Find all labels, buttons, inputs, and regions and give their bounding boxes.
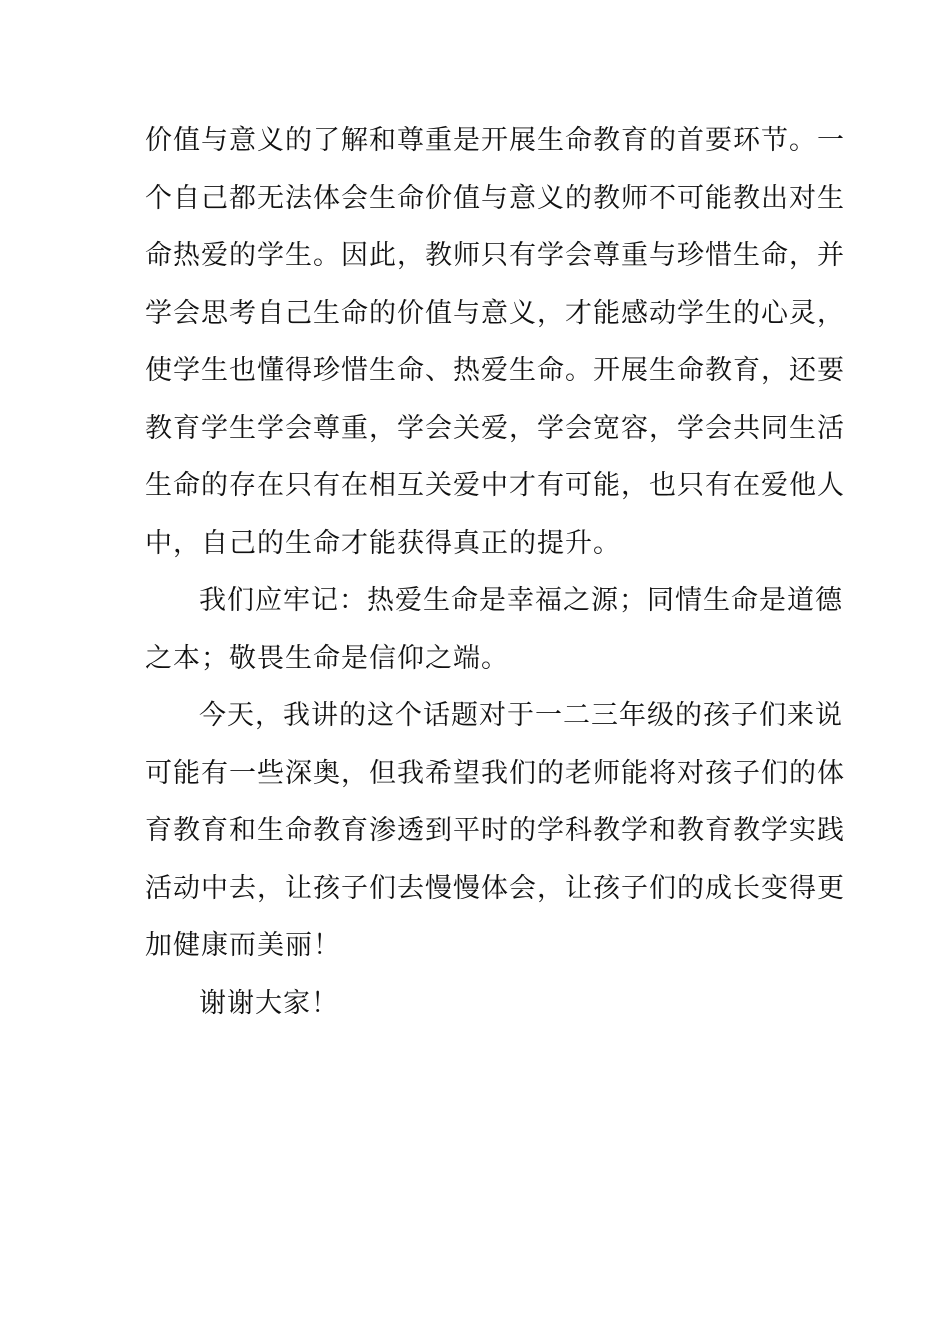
- text-line: 价值与意义的了解和尊重是开展生命教育的首要环节。一: [145, 125, 845, 156]
- text-line: 加健康而美丽！: [145, 930, 341, 961]
- text-line: 个自己都无法体会生命价值与意义的教师不可能教出对生: [145, 182, 845, 214]
- text-line: 教育学生学会尊重，学会关爱，学会宽容，学会共同生活: [145, 412, 845, 444]
- text-line: 今天，我讲的这个话题对于一二三年级的孩子们来说: [199, 700, 843, 731]
- text-line: 之本；敬畏生命是信仰之端。: [145, 642, 509, 674]
- paragraph-remember: [145, 572, 843, 687]
- text-line: 谢谢大家！: [199, 987, 339, 1019]
- text-line: 中，自己的生命才能获得真正的提升。: [145, 527, 621, 559]
- text-line: 育教育和生命教育渗透到平时的学科教学和教育教学实践: [145, 815, 845, 846]
- text-line: 使学生也懂得珍惜生命、热爱生命。开展生命教育，还要: [145, 355, 845, 386]
- text-line: 命热爱的学生。因此，教师只有学会尊重与珍惜生命，并: [145, 240, 845, 271]
- text-line: 活动中去，让孩子们去慢慢体会，让孩子们的成长变得更: [145, 872, 845, 904]
- paragraph-life-education: [145, 112, 845, 572]
- paragraph-thanks: [145, 975, 815, 1033]
- text-line: 学会思考自己生命的价值与意义，才能感动学生的心灵，: [145, 297, 845, 329]
- text-line: 可能有一些深奥，但我希望我们的老师能将对孩子们的体: [145, 757, 845, 789]
- text-line: 我们应牢记：热爱生命是幸福之源；同情生命是道德: [199, 585, 843, 616]
- text-line: 生命的存在只有在相互关爱中才有可能，也只有在爱他人: [145, 470, 845, 501]
- document-body: [145, 112, 845, 1032]
- paragraph-today: [145, 687, 845, 975]
